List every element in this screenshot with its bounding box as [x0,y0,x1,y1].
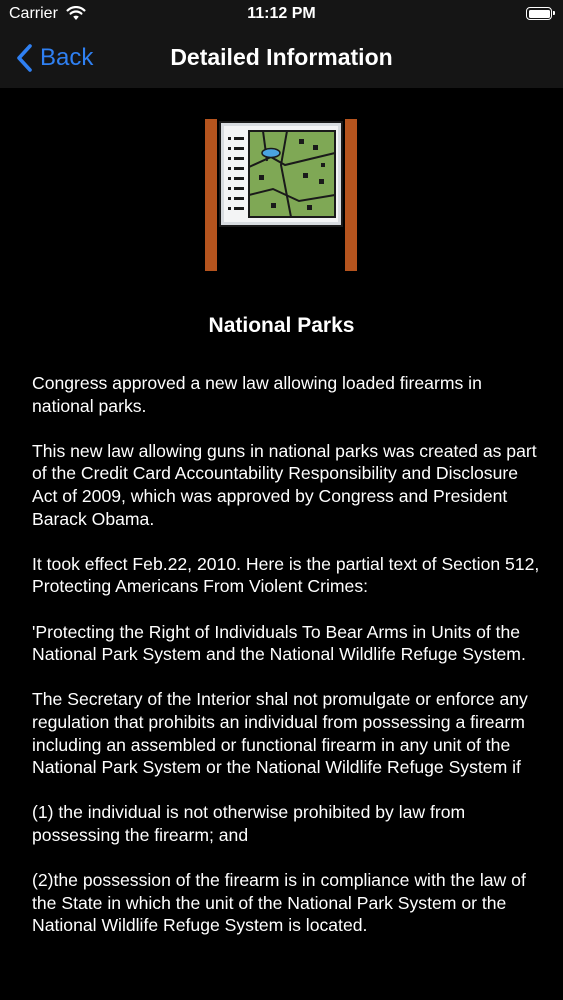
page-title: Detailed Information [170,44,393,70]
paragraph: 'Protecting the Right of Individuals To Bear Arms in Units of the National Park System and the National Wildlife Refuge System. [32,621,526,665]
battery-icon [526,7,552,20]
clock: 11:12 PM [247,5,316,22]
carrier-label: Carrier [9,5,58,22]
paragraph: The Secretary of the Interior shal not promulgate or enforce any regulation that prohibits an individual from possessing a firearm including an assembled or functional firearm in any unit of the National Park System or the National Wildlife Refuge System if [32,689,528,778]
paragraph: It took effect Feb.22, 2010. Here is the partial text of Section 512, Protecting Americans From Violent Crimes: [32,553,540,597]
section-title: National Parks [208,314,355,337]
article-body [32,372,542,959]
paragraph: This new law allowing guns in national parks was created as part of the Credit Card Accountability Responsibility and Disclosure Act of 2009, which was approved by Congress and President Barack Obama. [32,440,537,529]
paragraph: (2)the possession of the firearm is in compliance with the law of the State in which the unit of the National Park System or the National Wildlife Refuge System is located. [32,870,526,936]
back-label: Back [40,44,94,71]
paragraph: Congress approved a new law allowing loaded firearms in national parks. [32,373,482,416]
navigation-bar [0,30,563,88]
paragraph: (1) the individual is not otherwise prohibited by law from possessing the firearm; and [32,802,466,845]
park-map-sign-icon [203,117,359,273]
status-bar [0,0,563,30]
